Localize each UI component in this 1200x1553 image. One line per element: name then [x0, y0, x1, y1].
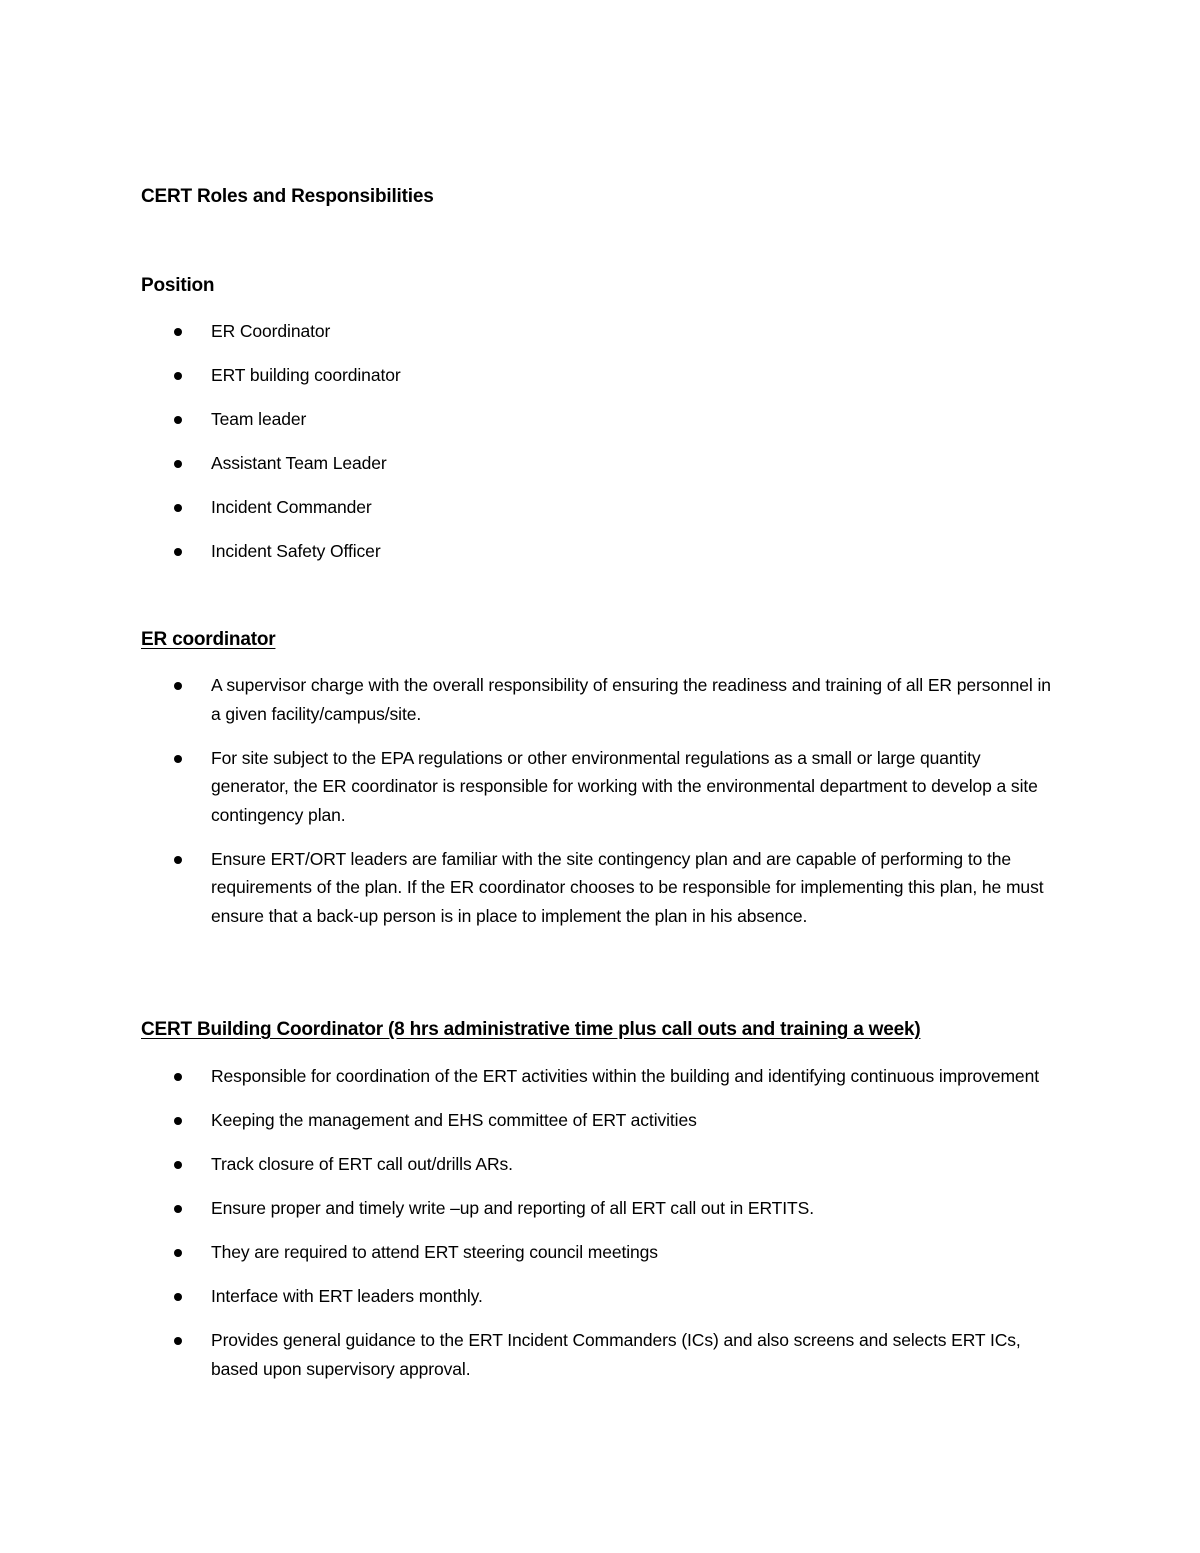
document-title: CERT Roles and Responsibilities	[141, 186, 434, 207]
bullet-icon	[174, 1117, 182, 1125]
building-coordinator-heading: CERT Building Coordinator (8 hrs administrative time plus call outs and training a week)	[141, 1019, 921, 1040]
list-item	[141, 1238, 1061, 1267]
list-item-text: Track closure of ERT call out/drills ARs.	[211, 1154, 513, 1174]
list-item-text: Ensure proper and timely write –up and reporting of all ERT call out in ERTITS.	[211, 1198, 814, 1218]
bullet-icon	[174, 856, 182, 864]
list-item	[141, 1150, 1061, 1179]
list-item-text: Provides general guidance to the ERT Incident Commanders (ICs) and also screens and selects ERT ICs, based upon supervisory approval.	[211, 1330, 1021, 1379]
list-item-text: Team leader	[211, 409, 307, 429]
list-item	[141, 405, 1061, 434]
bullet-icon	[174, 1337, 182, 1345]
list-item-text: Responsible for coordination of the ERT activities within the building and identifying continuous improvement	[211, 1066, 1039, 1086]
bullet-icon	[174, 1293, 182, 1301]
er-coordinator-heading: ER coordinator	[141, 629, 276, 650]
list-item-text: Incident Safety Officer	[211, 541, 381, 561]
list-item-text: Incident Commander	[211, 497, 372, 517]
bullet-icon	[174, 328, 182, 336]
bullet-icon	[174, 372, 182, 380]
bullet-icon	[174, 755, 182, 763]
list-item-text: ER Coordinator	[211, 321, 331, 341]
list-item-text: Assistant Team Leader	[211, 453, 387, 473]
list-item	[141, 1106, 1061, 1135]
list-item	[141, 744, 1061, 830]
list-item-text: Keeping the management and EHS committee of ERT activities	[211, 1110, 697, 1130]
bullet-icon	[174, 1073, 182, 1081]
bullet-icon	[174, 548, 182, 556]
er-coordinator-list	[141, 671, 1061, 946]
bullet-icon	[174, 1161, 182, 1169]
bullet-icon	[174, 682, 182, 690]
bullet-icon	[174, 1205, 182, 1213]
list-item-text: They are required to attend ERT steering council meetings	[211, 1242, 658, 1262]
list-item	[141, 1282, 1061, 1311]
bullet-icon	[174, 504, 182, 512]
list-item-text: For site subject to the EPA regulations or other environmental regulations as a small or large quantity generator, the ER coordinator is responsible for working with the environmental department to develop a site contingency plan.	[211, 747, 1038, 825]
list-item	[141, 361, 1061, 390]
list-item	[141, 1062, 1061, 1091]
list-item	[141, 671, 1061, 728]
list-item	[141, 1326, 1061, 1383]
list-item	[141, 493, 1061, 522]
bullet-icon	[174, 416, 182, 424]
list-item-text: Interface with ERT leaders monthly.	[211, 1286, 483, 1306]
list-item	[141, 317, 1061, 346]
list-item-text: ERT building coordinator	[211, 365, 401, 385]
list-item-text: A supervisor charge with the overall responsibility of ensuring the readiness and training of all ER personnel in a given facility/campus/site.	[211, 675, 1051, 724]
position-list	[141, 317, 1061, 581]
bullet-icon	[174, 460, 182, 468]
list-item	[141, 537, 1061, 566]
list-item	[141, 1194, 1061, 1223]
building-coordinator-list	[141, 1062, 1061, 1399]
list-item	[141, 845, 1061, 931]
list-item	[141, 449, 1061, 478]
list-item-text: Ensure ERT/ORT leaders are familiar with the site contingency plan and are capable of performing to the requirements of the plan. If the ER coordinator chooses to be responsible for implementing this plan, he must ensure that a back-up person is in place to implement the plan in his absence.	[211, 848, 1044, 926]
bullet-icon	[174, 1249, 182, 1257]
position-heading: Position	[141, 275, 215, 296]
